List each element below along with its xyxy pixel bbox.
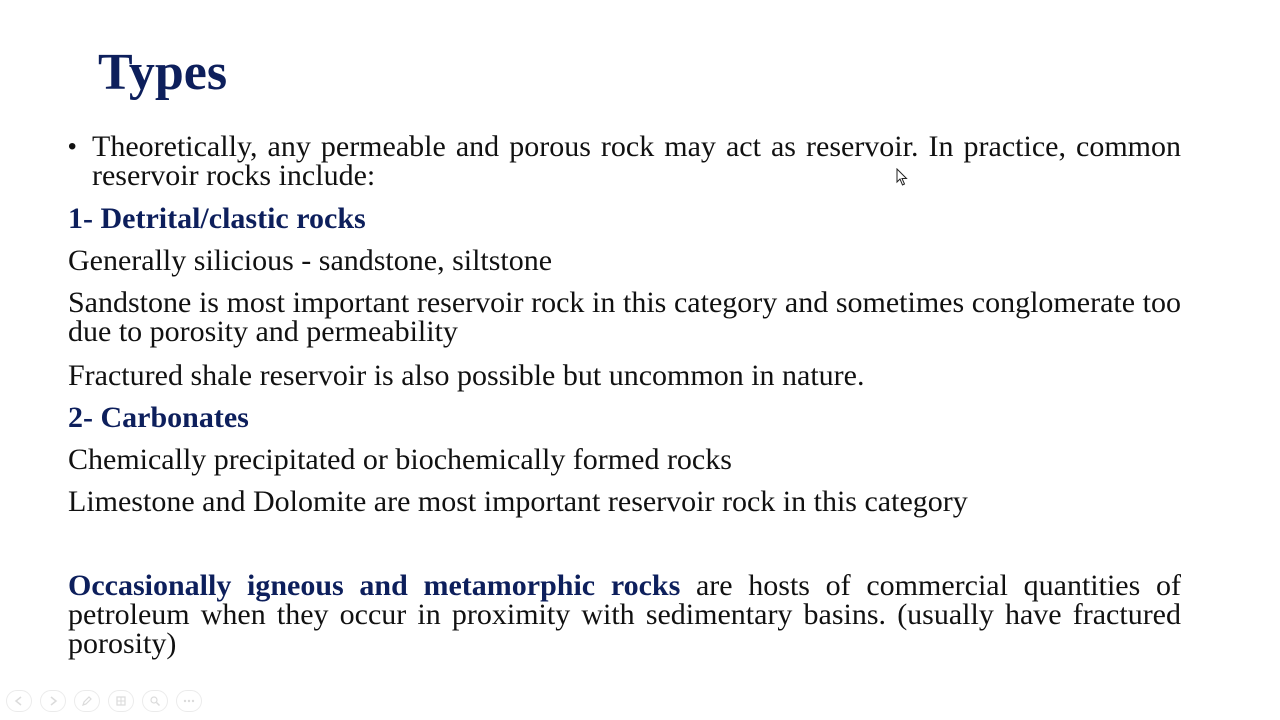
intro-bullet	[68, 132, 1181, 190]
detrital-line-2: Sandstone is most important reservoir rock in this category and sometimes conglomerate too due to porosity and permeability	[68, 286, 1181, 348]
carbonates-line-2: Limestone and Dolomite are most important reservoir rock in this category	[68, 485, 968, 518]
closing-rest: are hosts of commercial quantities of petroleum when they occur in proximity with sedimentary basins. (usually have fractured porosity)	[68, 569, 1181, 660]
closing-paragraph	[68, 571, 1181, 658]
presentation-toolbar	[6, 690, 202, 712]
section-heading-detrital: 1- Detrital/clastic rocks	[68, 202, 366, 235]
previous-icon[interactable]	[6, 690, 32, 712]
intro-text: Theoretically, any permeable and porous rock may act as reservoir. In practice, common reservoir rocks include:	[92, 130, 1181, 192]
section-heading-carbonates: 2- Carbonates	[68, 401, 249, 434]
zoom-icon[interactable]	[142, 690, 168, 712]
carbonates-line-1: Chemically precipitated or biochemically formed rocks	[68, 443, 732, 476]
detrital-line-3: Fractured shale reservoir is also possible but uncommon in nature.	[68, 359, 865, 392]
detrital-line-1: Generally silicious - sandstone, siltstone	[68, 244, 553, 277]
more-icon[interactable]	[176, 690, 202, 712]
slides-icon[interactable]	[108, 690, 134, 712]
slide-title: Types	[98, 44, 228, 101]
pen-icon[interactable]	[74, 690, 100, 712]
mouse-cursor-icon	[896, 168, 908, 186]
closing-emphasis: Occasionally igneous and metamorphic rocks	[68, 569, 681, 602]
bullet-icon: •	[68, 133, 77, 160]
next-icon[interactable]	[40, 690, 66, 712]
